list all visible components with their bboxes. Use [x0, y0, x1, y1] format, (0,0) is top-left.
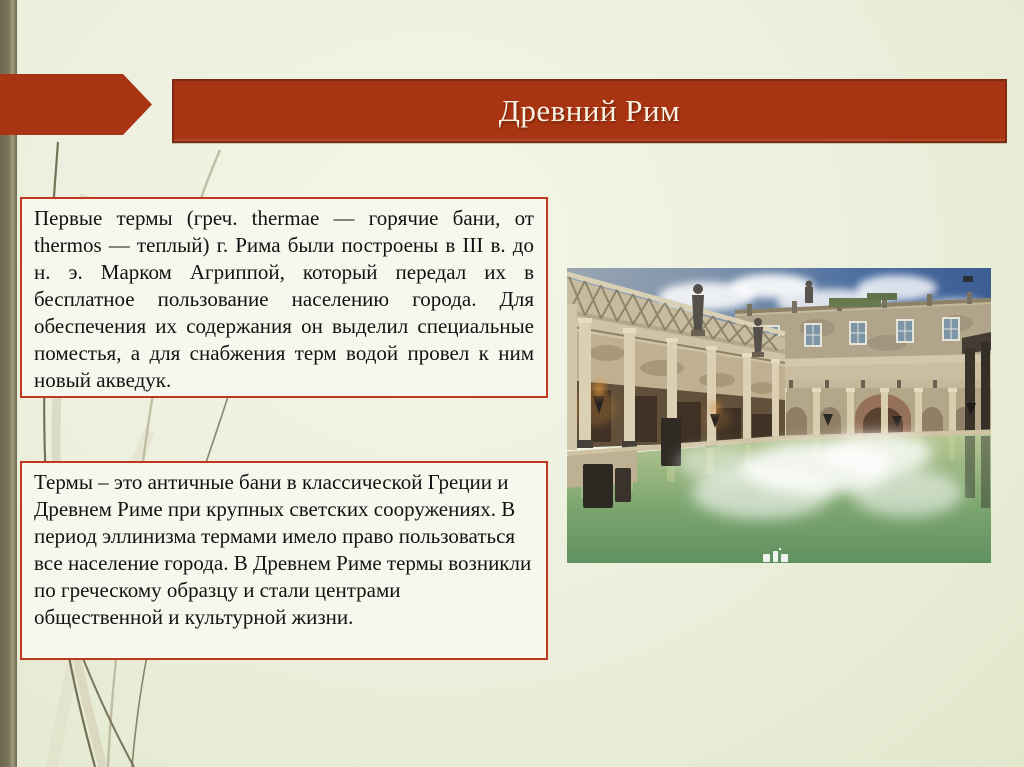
- text-box-thermae-definition: Термы – это античные бани в классической Греции и Древнем Риме при крупных светских сооружениях. В период эллинизма термами имело право пользоваться все население города. В Древнем Риме термы возникли по греческому образцу и стали центрами общественной и культурной жизни.: [20, 461, 548, 660]
- security-camera: [963, 276, 973, 282]
- title-banner: [172, 79, 1007, 143]
- text-box-thermae-history: Первые термы (греч. thermae — горячие бани, от thermos — теплый) г. Рима были построены в III в. до н. э. Марком Агриппой, который передал их в бесплатное пользование населению города. Для обеспечения их содержания он выделил специальные поместья, а для снабжения терм водой провел к ним новый акведук.: [20, 197, 548, 398]
- title-arrow-shape: [0, 74, 152, 135]
- slide-title: Древний Рим: [498, 93, 681, 128]
- roman-baths-photo: [567, 268, 991, 563]
